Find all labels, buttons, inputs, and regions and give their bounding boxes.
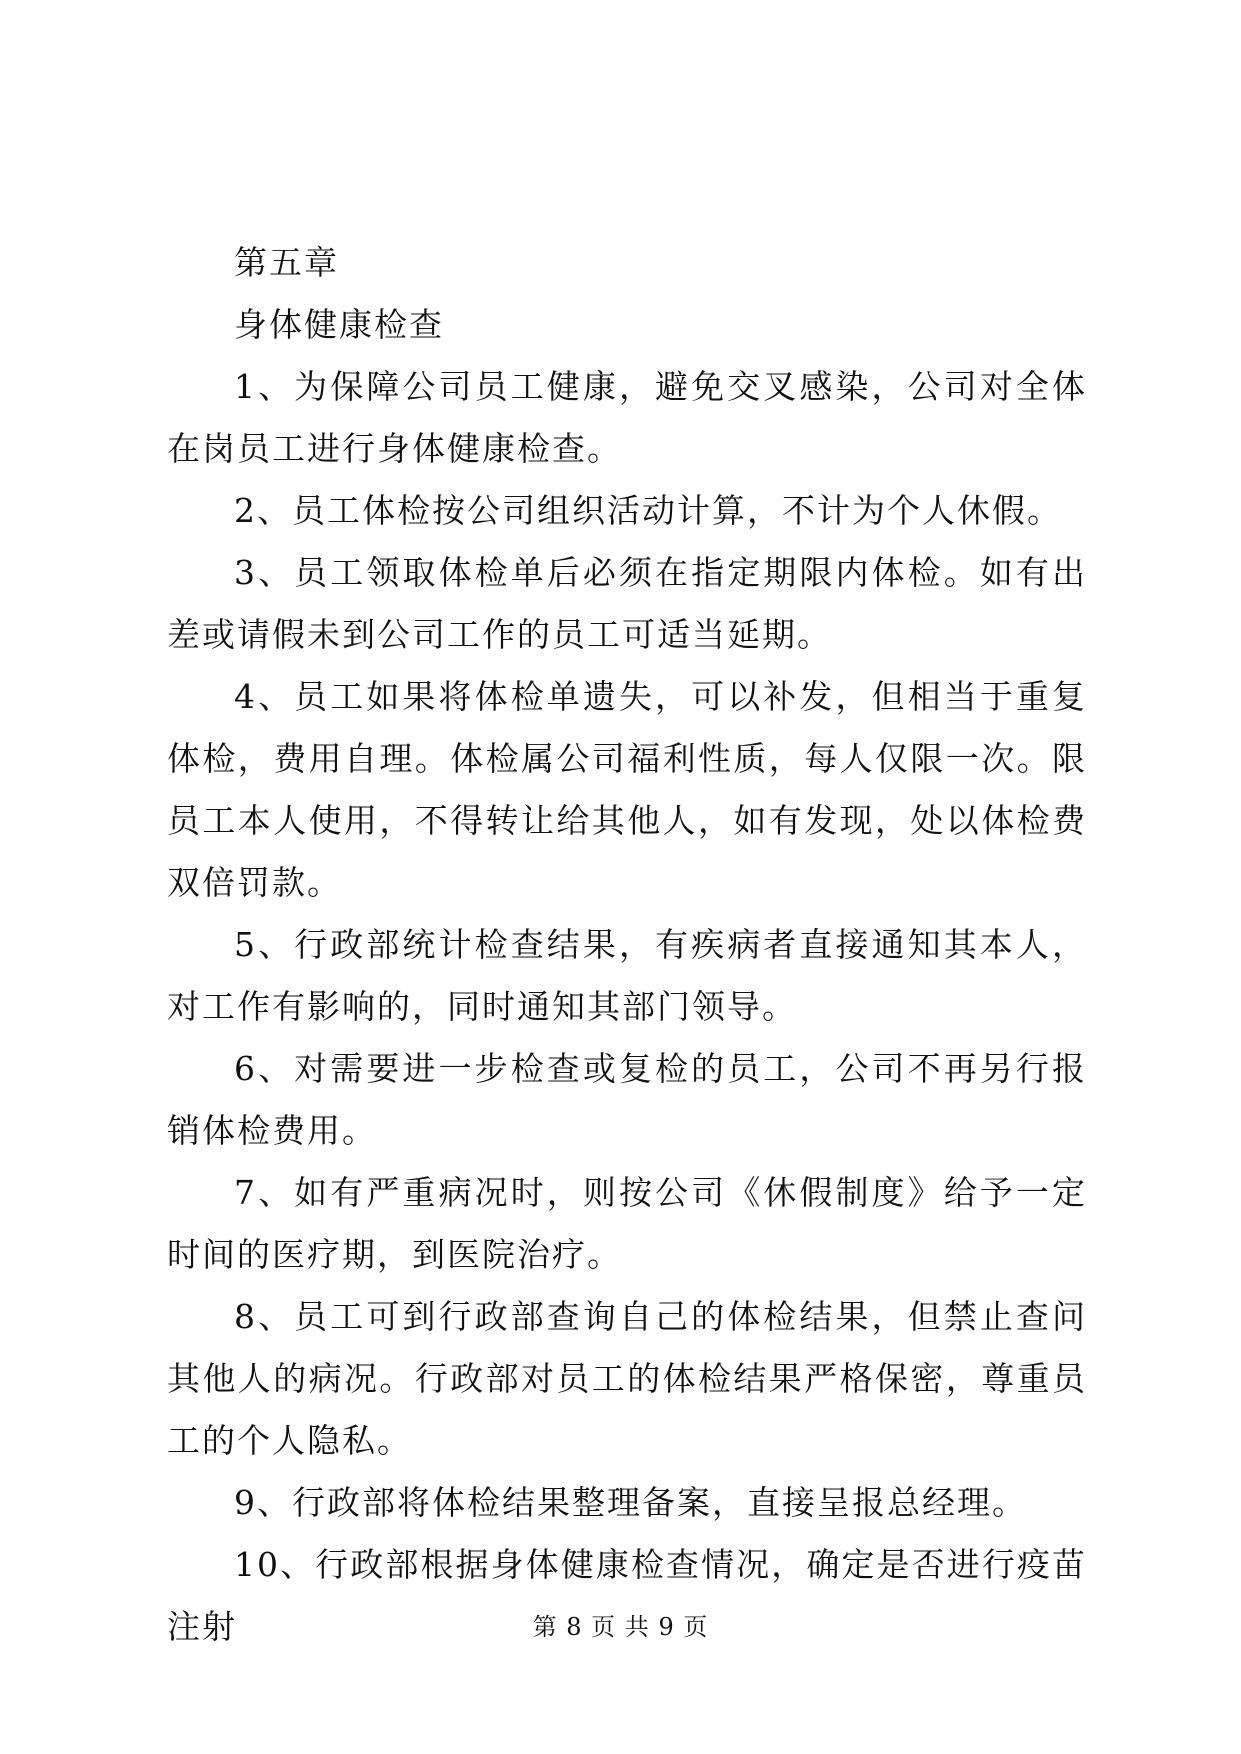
rule-item-10: 10、行政部根据身体健康检查情况，确定是否进行疫苗注射	[167, 1545, 1087, 1646]
rule-item-9: 9、行政部将体检结果整理备案，直接呈报总经理。	[234, 1483, 1027, 1522]
section-title: 身体健康检查	[234, 305, 444, 344]
document-body	[167, 232, 1087, 1658]
rule-item-6: 6、对需要进一步检查或复检的员工，公司不再另行报销体检费用。	[167, 1049, 1087, 1150]
rule-item-3: 3、员工领取体检单后必须在指定期限内体检。如有出差或请假未到公司工作的员工可适当延期。	[167, 553, 1087, 654]
page-footer: 第 8 页 共 9 页	[532, 1613, 709, 1641]
chapter-heading: 第五章	[234, 243, 339, 282]
rule-item-7: 7、如有严重病况时，则按公司《休假制度》给予一定时间的医疗期，到医院治疗。	[167, 1173, 1087, 1274]
rule-item-1: 1、为保障公司员工健康，避免交叉感染，公司对全体在岗员工进行身体健康检查。	[167, 367, 1087, 468]
rule-item-5: 5、行政部统计检查结果，有疾病者直接通知其本人，对工作有影响的，同时通知其部门领导。	[167, 925, 1087, 1026]
rule-item-8: 8、员工可到行政部查询自己的体检结果，但禁止查问其他人的病况。行政部对员工的体检结果严格保密，尊重员工的个人隐私。	[167, 1297, 1087, 1460]
rule-item-4: 4、员工如果将体检单遗失，可以补发，但相当于重复体检，费用自理。体检属公司福利性质，每人仅限一次。限员工本人使用，不得转让给其他人，如有发现，处以体检费双倍罚款。	[167, 677, 1087, 902]
rule-item-2: 2、员工体检按公司组织活动计算，不计为个人休假。	[234, 491, 1062, 530]
